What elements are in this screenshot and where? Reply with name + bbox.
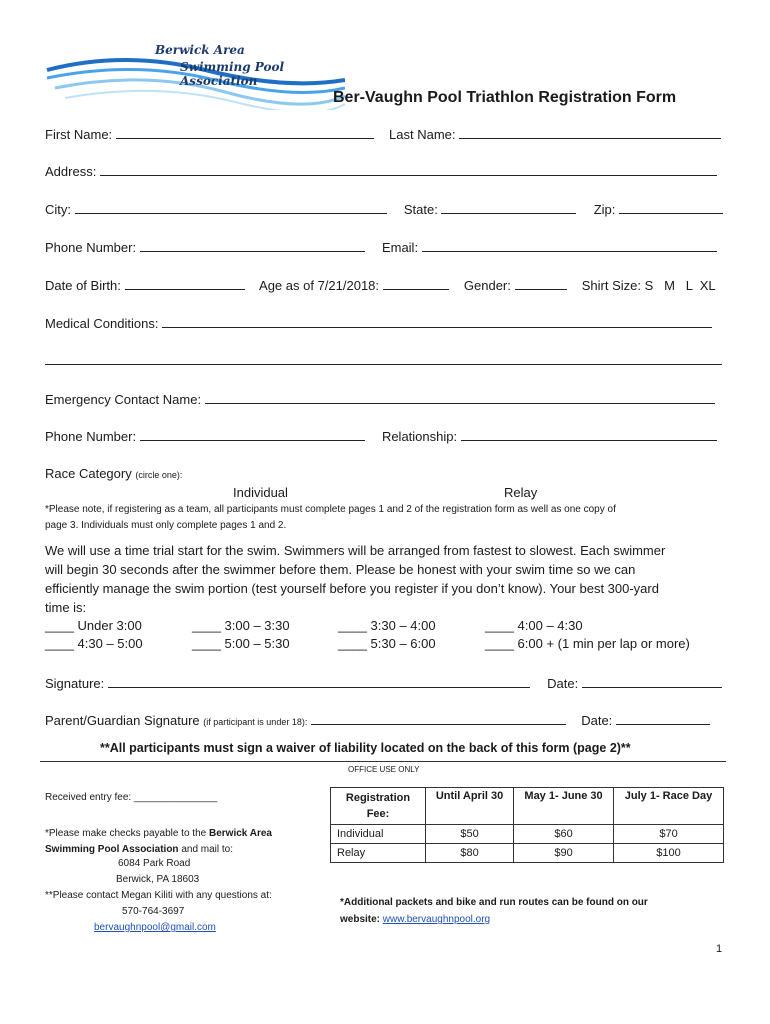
fee-cell: $60 <box>514 825 614 844</box>
relationship-label: Relationship: <box>381 429 458 444</box>
first-name-label: First Name: <box>45 127 113 142</box>
phone-label: Phone Number: <box>45 240 137 255</box>
swim-option-430-5[interactable]: ____ 4:30 – 5:00 <box>45 636 143 651</box>
swim-option-4-430[interactable]: ____ 4:00 – 4:30 <box>485 618 583 633</box>
zip-field[interactable] <box>619 201 723 214</box>
checks-prefix: *Please make checks payable to the <box>45 828 207 839</box>
mail-address-line2: Berwick, PA 18603 <box>116 874 200 885</box>
city-field[interactable] <box>75 201 387 214</box>
logo-text-line2: Swimming Pool Association <box>180 60 285 88</box>
fee-cell: $70 <box>614 825 724 844</box>
mail-address-line1: 6084 Park Road <box>118 858 191 869</box>
shirt-size-label[interactable]: Shirt Size: S M L XL <box>581 278 716 293</box>
checks-payee-1: Berwick Area <box>209 828 272 839</box>
fee-cell: $50 <box>426 825 514 844</box>
additional-text: *Additional packets and bike and run routes can be found on our <box>340 897 648 908</box>
fee-table <box>330 787 724 863</box>
fee-cell: $80 <box>426 844 514 863</box>
team-note-line1: *Please note, if registering as a team, all participants must complete pages 1 and 2 of the registration form as well as one copy of <box>45 504 616 515</box>
website-link[interactable]: www.bervaughnpool.org <box>382 914 491 925</box>
parent-signature-label: Parent/Guardian Signature <box>45 713 200 728</box>
swim-option-under-3[interactable]: ____ Under 3:00 <box>45 618 142 633</box>
signature-date-field[interactable] <box>582 675 722 688</box>
contact-note: **Please contact Megan Kiliti with any questions at: <box>45 890 272 901</box>
swim-line3: efficiently manage the swim portion (test yourself before you register if you don’t know). Your best 300-yard <box>45 581 659 596</box>
state-label: State: <box>403 202 438 217</box>
gender-label: Gender: <box>463 278 511 293</box>
fee-cell: $100 <box>614 844 724 863</box>
team-note-line2: page 3. Individuals must only complete pages 1 and 2. <box>45 520 287 531</box>
parent-date-field[interactable] <box>616 712 710 725</box>
emergency-phone-field[interactable] <box>140 428 365 441</box>
state-field[interactable] <box>441 201 576 214</box>
swim-option-3-330[interactable]: ____ 3:00 – 3:30 <box>192 618 290 633</box>
parent-signature-note: (if participant is under 18): <box>203 717 308 727</box>
divider <box>40 761 726 762</box>
emergency-contact-label: Emergency Contact Name: <box>45 392 202 407</box>
swim-option-6-plus[interactable]: ____ 6:00 + (1 min per lap or more) <box>485 636 690 651</box>
swim-option-330-4[interactable]: ____ 3:30 – 4:00 <box>338 618 436 633</box>
email-field[interactable] <box>422 239 717 252</box>
page-title: Ber-Vaughn Pool Triathlon Registration Form <box>333 89 677 106</box>
emergency-contact-field[interactable] <box>205 391 715 404</box>
fee-header-july-race: July 1- Race Day <box>614 788 724 825</box>
last-name-label: Last Name: <box>389 127 456 142</box>
waiver-note: **All participants must sign a waiver of liability located on the back of this form (page 2)** <box>100 741 631 755</box>
city-row <box>45 201 723 217</box>
emergency-phone-label: Phone Number: <box>45 429 137 444</box>
medical-row <box>45 315 712 331</box>
additional-info <box>340 894 720 928</box>
logo <box>45 40 345 110</box>
signature-row <box>45 675 722 691</box>
dob-label: Date of Birth: <box>45 278 121 293</box>
dob-row <box>45 277 716 293</box>
parent-signature-row <box>45 712 710 728</box>
medical-field-line2[interactable] <box>45 352 722 365</box>
address-row <box>45 163 717 179</box>
fee-cell: $90 <box>514 844 614 863</box>
emergency-phone-row <box>45 428 717 444</box>
first-name-field[interactable] <box>116 126 374 139</box>
contact-phone: 570-764-3697 <box>122 906 185 917</box>
medical-field[interactable] <box>162 315 712 328</box>
checks-suffix: and mail to: <box>181 844 234 855</box>
fee-header-until-april: Until April 30 <box>426 788 514 825</box>
fee-table-header-row <box>331 788 724 825</box>
address-field[interactable] <box>100 163 717 176</box>
phone-field[interactable] <box>140 239 365 252</box>
signature-field[interactable] <box>108 675 530 688</box>
fee-row-label: Individual <box>331 825 426 844</box>
table-row <box>331 844 724 863</box>
phone-email-row <box>45 239 717 255</box>
zip-label: Zip: <box>593 202 616 217</box>
office-use-label: OFFICE USE ONLY <box>348 765 420 774</box>
age-label: Age as of 7/21/2018: <box>259 278 380 293</box>
swim-option-530-6[interactable]: ____ 5:30 – 6:00 <box>338 636 436 651</box>
medical-label: Medical Conditions: <box>45 316 159 331</box>
race-category-note: (circle one): <box>135 470 183 480</box>
page-number: 1 <box>716 943 723 955</box>
race-category-label: Race Category <box>45 466 132 481</box>
parent-signature-field[interactable] <box>311 712 566 725</box>
swim-option-5-530[interactable]: ____ 5:00 – 5:30 <box>192 636 290 651</box>
contact-email-link[interactable]: bervaughnpool@gmail.com <box>94 922 216 933</box>
received-entry-fee: Received entry fee: _______________ <box>45 792 218 803</box>
city-label: City: <box>45 202 71 217</box>
address-label: Address: <box>45 164 97 179</box>
race-category-row <box>45 466 182 481</box>
swim-line2: will begin 30 seconds after the swimmer before them. Please be honest with your swim time so we can <box>45 562 636 577</box>
signature-label: Signature: <box>45 676 105 691</box>
fee-row-label: Relay <box>331 844 426 863</box>
gender-field[interactable] <box>515 277 567 290</box>
relationship-field[interactable] <box>461 428 717 441</box>
signature-date-label: Date: <box>547 676 579 691</box>
parent-date-label: Date: <box>581 713 613 728</box>
age-field[interactable] <box>383 277 449 290</box>
swim-line4: time is: <box>45 600 87 615</box>
checks-instructions <box>45 826 320 858</box>
logo-text-line1: Berwick Area <box>155 43 245 57</box>
swim-paragraph <box>45 541 735 617</box>
email-label: Email: <box>381 240 419 255</box>
fee-header-registration: Registration Fee: <box>331 788 426 825</box>
table-row <box>331 825 724 844</box>
emergency-row <box>45 391 715 407</box>
name-row <box>45 126 721 142</box>
checks-payee-2: Swimming Pool Association <box>45 844 179 855</box>
dob-field[interactable] <box>125 277 245 290</box>
race-option-relay[interactable]: Relay <box>504 485 538 500</box>
race-option-individual[interactable]: Individual <box>233 485 288 500</box>
swim-line1: We will use a time trial start for the swim. Swimmers will be arranged from fastest to slowest. Each swimmer <box>45 543 666 558</box>
website-label: website: <box>340 914 381 925</box>
last-name-field[interactable] <box>459 126 721 139</box>
fee-header-may-june: May 1- June 30 <box>514 788 614 825</box>
